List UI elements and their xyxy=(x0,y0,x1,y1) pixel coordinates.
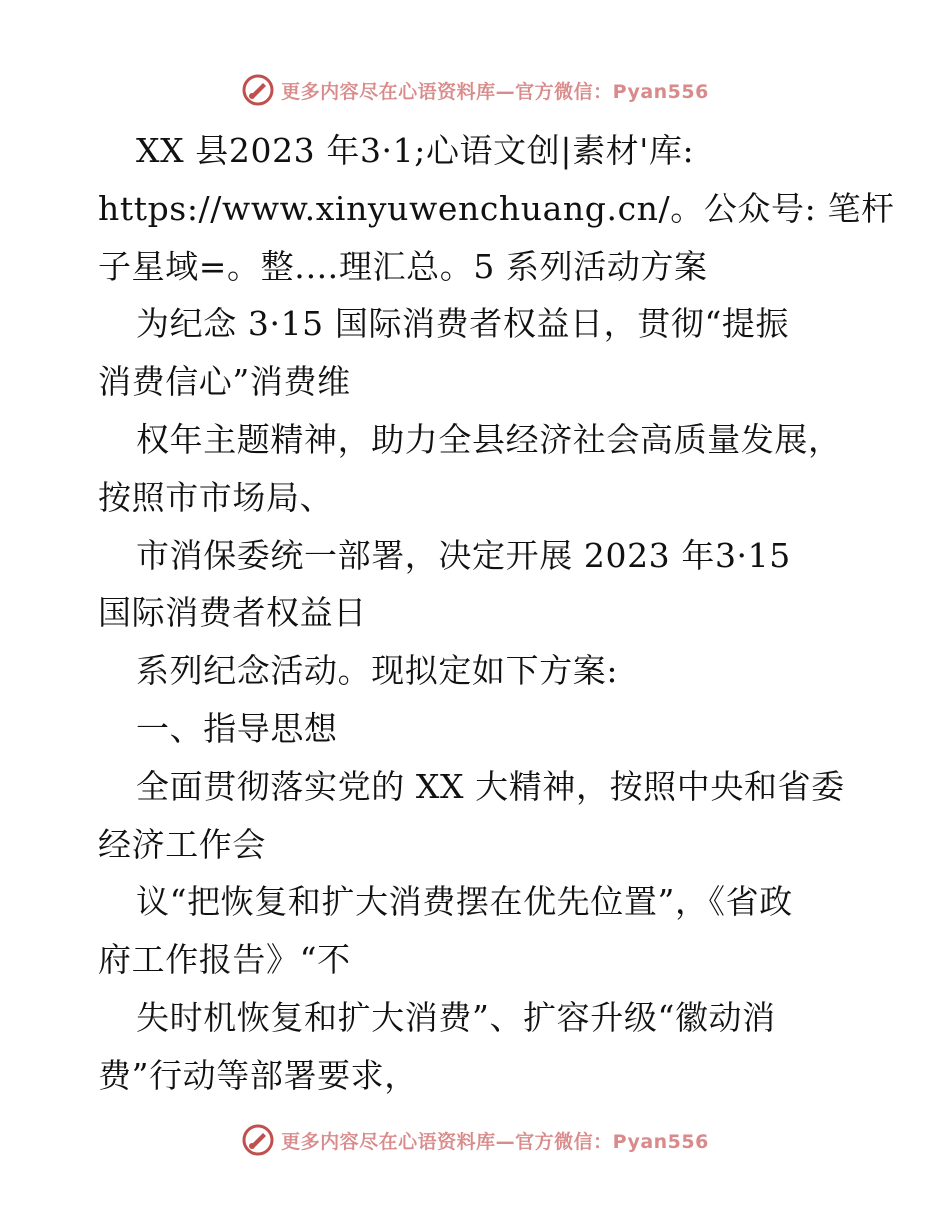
text-line: 全面贯彻落实党的 XX 大精神，按照中央和省委 xyxy=(136,766,845,806)
text-line: 费”行动等部署要求， xyxy=(98,1055,418,1095)
text-line: https://www.xinyuwenchuang.cn/。公众号: 笔杆 xyxy=(98,188,895,228)
banner-text: 更多内容尽在心语资料库 xyxy=(281,80,496,103)
banner-text: 更多内容尽在心语资料库 xyxy=(281,1130,496,1153)
text-line: 失时机恢复和扩大消费”、扩容升级“徽动消 xyxy=(136,997,776,1037)
section-heading: 一、指导思想 xyxy=(136,708,338,748)
text-line: 消费信心”消费维 xyxy=(98,362,351,402)
footer-banner xyxy=(0,1120,950,1160)
banner-wechat: —官方微信：Pyan556 xyxy=(495,1130,709,1153)
text-line: 为纪念 3·15 国际消费者权益日，贯彻“提振 xyxy=(136,304,790,344)
text-line: 议“把恢复和扩大消费摆在优先位置”，《省政 xyxy=(136,882,793,922)
seal-logo-icon xyxy=(241,73,275,107)
text-line: 经济工作会 xyxy=(98,824,266,864)
text-line: 府工作报告》“不 xyxy=(98,940,351,980)
banner-wechat: —官方微信：Pyan556 xyxy=(495,80,709,103)
text-line: 权年主题精神，助力全县经济社会高质量发展， xyxy=(136,419,842,459)
text-line: 市消保委统一部署，决定开展 2023 年3·15 xyxy=(136,535,791,575)
text-line: 按照市市场局、 xyxy=(98,477,334,517)
document-body xyxy=(98,122,895,1105)
text-line: 国际消费者权益日 xyxy=(98,593,367,633)
text-line: XX 县2023 年3·1;心语文创|素材'库: xyxy=(136,131,695,170)
text-line: 系列纪念活动。现拟定如下方案: xyxy=(136,651,619,691)
header-banner xyxy=(0,70,950,110)
seal-logo-icon xyxy=(241,1123,275,1157)
text-line: 子星域=。整.…理汇总。5 系列活动方案 xyxy=(98,246,708,286)
